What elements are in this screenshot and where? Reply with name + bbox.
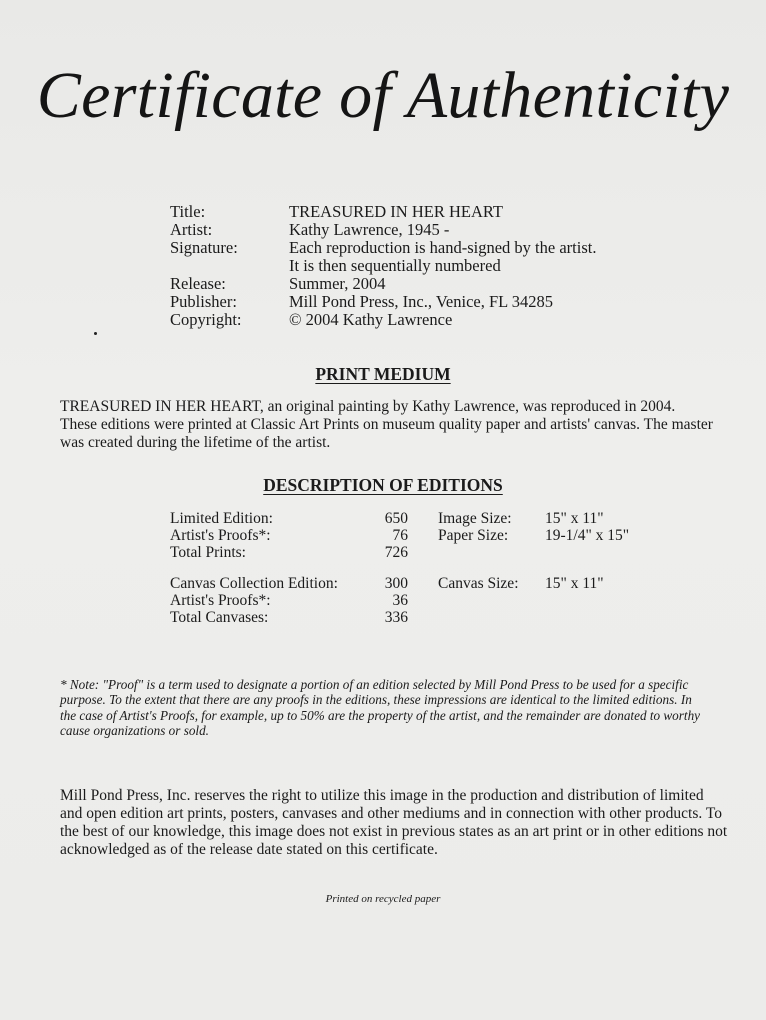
recycled-paper-footer: Printed on recycled paper [325, 893, 441, 905]
size-value: 15" x 11" [545, 575, 604, 592]
edition-row [170, 575, 604, 592]
edition-label: Canvas Collection Edition: [170, 575, 338, 592]
edition-label: Limited Edition: [170, 510, 273, 527]
info-label: Release: [170, 274, 226, 293]
size-label [438, 609, 545, 626]
signature-line-2: It is then sequentially numbered [289, 256, 501, 275]
certificate-title: Certificate of Authenticity [36, 59, 730, 132]
edition-count: 76 [392, 527, 408, 544]
rights-paragraph: Mill Pond Press, Inc. reserves the right to utilize this image in the production and distribution of limited and open edition art prints, posters, canvases and other mediums and in connection with other products. To the best of our knowledge, this image does not exist in previous states as an art print or in other editions not acknowledged as of the release date stated on this certificate. [60, 787, 728, 858]
edition-row [170, 544, 629, 561]
size-label [438, 544, 545, 561]
info-value: TREASURED IN HER HEART [289, 202, 503, 221]
info-label: Artist: [170, 220, 213, 239]
edition-count: 650 [384, 510, 408, 527]
edition-count: 726 [384, 544, 408, 561]
info-row-publisher [170, 293, 596, 311]
edition-label: Total Prints: [170, 544, 246, 561]
edition-count: 36 [392, 592, 408, 609]
size-label: Paper Size: [438, 527, 509, 544]
size-value [545, 544, 629, 561]
edition-label: Artist's Proofs*: [170, 527, 271, 544]
edition-count: 300 [384, 575, 408, 592]
info-row-signature [170, 239, 596, 275]
info-row-title [170, 203, 596, 221]
size-value: 15" x 11" [545, 510, 604, 527]
canvas-editions-table [170, 575, 604, 626]
artwork-info-table [170, 203, 596, 329]
edition-row [170, 510, 629, 527]
print-medium-paragraph: TREASURED IN HER HEART, an original painting by Kathy Lawrence, was reproduced in 2004. These editions were printed at Classic Art Prints on museum quality paper and artists' canvas. The master was created during the lifetime of the artist. [60, 398, 713, 451]
info-value: Kathy Lawrence, 1945 - [289, 220, 450, 239]
size-value: 19-1/4" x 15" [545, 527, 630, 544]
size-value [545, 609, 604, 626]
editions-heading: DESCRIPTION OF EDITIONS [263, 475, 503, 495]
edition-row [170, 527, 629, 544]
edition-label: Artist's Proofs*: [170, 592, 271, 609]
info-value [289, 239, 596, 275]
size-label: Canvas Size: [438, 575, 519, 592]
info-row-artist [170, 221, 596, 239]
signature-line-1: Each reproduction is hand-signed by the artist. [289, 238, 597, 257]
info-label: Publisher: [170, 292, 237, 311]
edition-count: 336 [384, 609, 408, 626]
edition-row [170, 592, 604, 609]
proof-note: * Note: "Proof" is a term used to designate a portion of an edition selected by Mill Pond Press to be used for a specific purpose. To the extent that there are any proofs in the editions, these impressions are identical to the limited editions. In the case of Artist's Proofs, for example, up to 50% are the property of the artist, and the remainder are donated to worthy cause organizations or sold. [60, 677, 701, 739]
size-value [545, 592, 604, 609]
info-value: © 2004 Kathy Lawrence [289, 310, 453, 329]
print-medium-heading: PRINT MEDIUM [315, 364, 451, 384]
edition-label: Total Canvases: [170, 609, 269, 626]
info-label: Title: [170, 202, 206, 221]
info-value: Mill Pond Press, Inc., Venice, FL 34285 [289, 292, 553, 311]
print-editions-table [170, 510, 629, 561]
info-value: Summer, 2004 [289, 274, 386, 293]
info-row-release [170, 275, 596, 293]
size-label [438, 592, 545, 609]
size-label: Image Size: [438, 510, 512, 527]
info-label: Copyright: [170, 310, 242, 329]
paper-speck [94, 332, 97, 335]
info-row-copyright [170, 311, 596, 329]
edition-row [170, 609, 604, 626]
info-label: Signature: [170, 238, 238, 257]
